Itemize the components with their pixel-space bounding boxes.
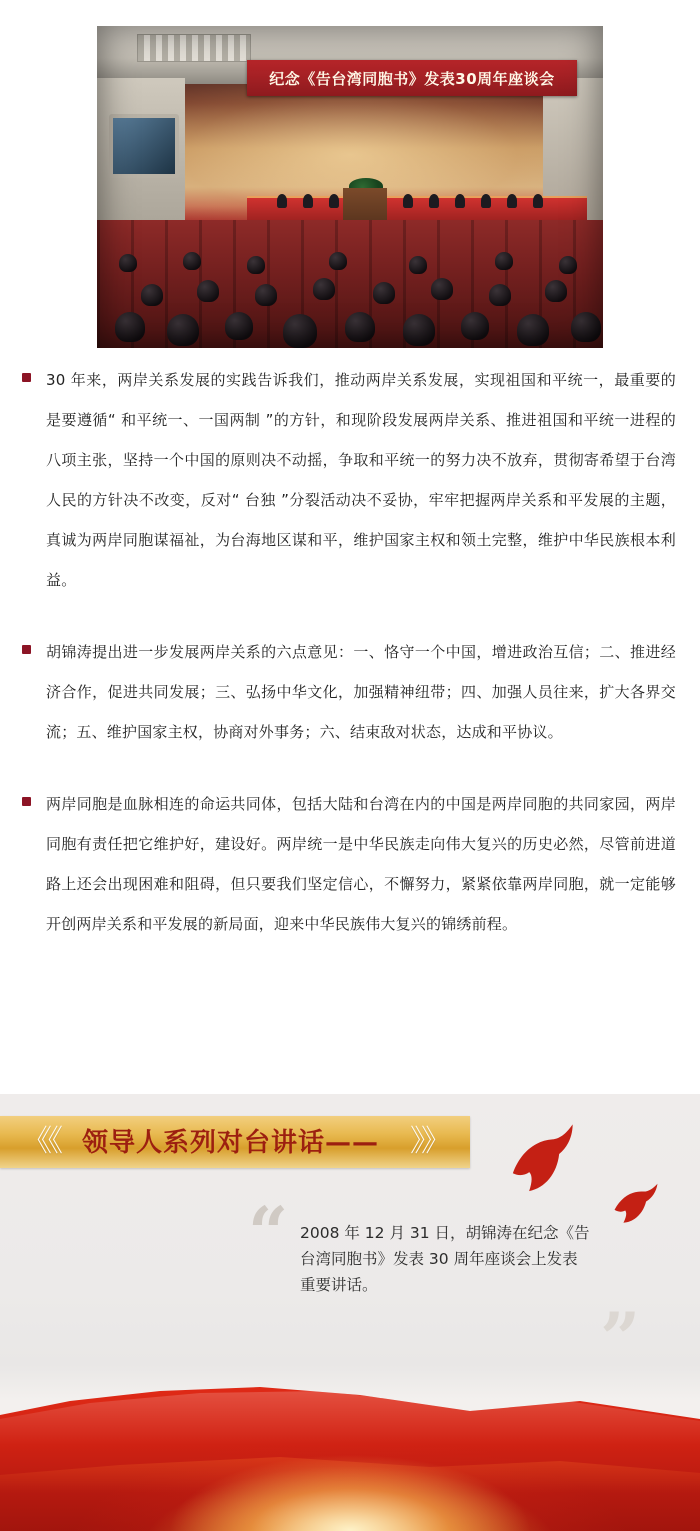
article-body [0, 360, 700, 976]
dove-icon [609, 1182, 668, 1234]
bullet-marker-icon [22, 797, 31, 806]
chevron-right-icon: 》》 [410, 1124, 447, 1159]
bullet-marker-icon [22, 373, 31, 382]
paragraph-block [0, 360, 700, 600]
photo-vignette [97, 26, 603, 348]
dove-icon [500, 1121, 596, 1208]
leader-speech-section [0, 1094, 700, 1531]
quote-close-icon: ” [600, 1297, 641, 1380]
section-title: 领导人系列对台讲话—— [82, 1128, 380, 1158]
paragraph-text: 胡锦涛提出进一步发展两岸关系的六点意见：一、恪守一个中国，增进政治互信；二、推进经济合作，促进共同发展；三、弘扬中华文化，加强精神纽带；四、加强人员往来，扩大各界交流；五、维护国家主权，协商对外事务；六、结束敌对状态，达成和平协议。 [46, 643, 676, 741]
paragraph-text: 30 年来，两岸关系发展的实践告诉我们，推动两岸关系发展，实现祖国和平统一，最重要的是要遵循“ 和平统一、一国两制 ”的方针，和现阶段发展两岸关系、推进祖国和平统一进程的八项主张，坚持一个中国的原则决不动摇，争取和平统一的努力决不放弃，贯彻寄希望于台湾人民的方针决不改变，反对“ 台独 ”分裂活动决不妥协，牢牢把握两岸关系和平发展的主题，真诚为两岸同胞谋福祉，为台海地区谋和平，维护国家主权和领土完整，维护中华民族根本利益。 [46, 371, 676, 589]
conference-photo [97, 26, 603, 348]
photo-scene [97, 26, 603, 348]
dove-icon-glyph [609, 1182, 667, 1228]
dove-icon-glyph [500, 1121, 594, 1201]
quote-text: 2008 年 12 月 31 日，胡锦涛在纪念《告台湾同胞书》发表 30 周年座谈会上发表重要讲话。 [300, 1224, 590, 1294]
paragraph-block [0, 632, 700, 752]
quote-open-icon: “ [248, 1191, 289, 1274]
paragraph-block [0, 784, 700, 944]
photo-banner-text: 纪念《告台湾同胞书》发表30周年座谈会 [247, 60, 577, 96]
paragraph-text: 两岸同胞是血脉相连的命运共同体，包括大陆和台湾在内的中国是两岸同胞的共同家园，两岸同胞有责任把它维护好，建设好。两岸统一是中华民族走向伟大复兴的历史必然，尽管前进道路上还会出现困难和阻碍，但只要我们坚定信心，不懈努力，紧紧依靠两岸同胞，就一定能够开创两岸关系和平发展的新局面，迎来中华民族伟大复兴的锦绣前程。 [46, 795, 676, 933]
chevron-left-icon: 《《 [22, 1124, 59, 1159]
bullet-marker-icon [22, 645, 31, 654]
